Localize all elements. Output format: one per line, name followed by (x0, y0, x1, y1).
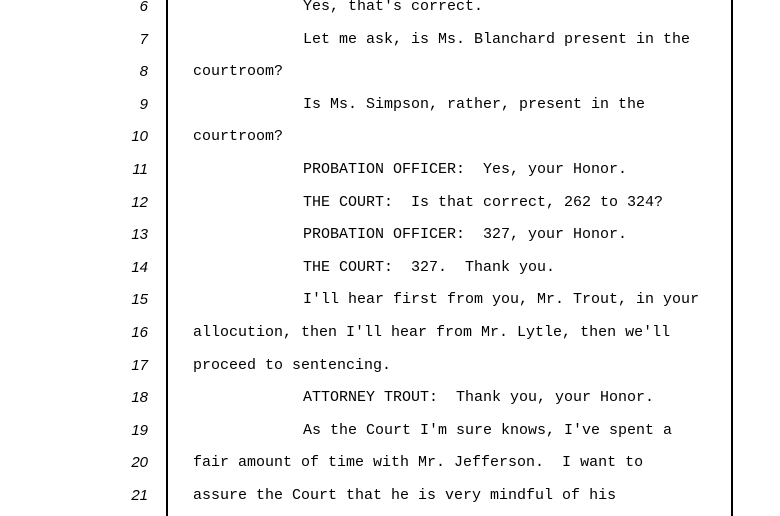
transcript-line: PROBATION OFFICER: Yes, your Honor. (303, 160, 628, 178)
transcript-line: proceed to sentencing. (193, 356, 392, 374)
line-number-column (100, 0, 148, 513)
line-number: 21 (131, 486, 148, 504)
line-number: 10 (131, 128, 148, 146)
transcript-line: Is Ms. Simpson, rather, present in the (303, 95, 646, 113)
line-number: 8 (139, 63, 148, 81)
transcript-line: PROBATION OFFICER: 327, your Honor. (303, 226, 628, 244)
transcript-line: allocution, then I'll hear from Mr. Lytle, then we'll (193, 323, 671, 341)
line-number: 9 (139, 95, 148, 113)
line-number: 18 (131, 389, 148, 407)
transcript-line: ATTORNEY TROUT: Thank you, your Honor. (303, 389, 655, 407)
right-margin-rule (731, 0, 733, 516)
transcript-line: THE COURT: Is that correct, 262 to 324? (303, 193, 664, 211)
transcript-line: fair amount of time with Mr. Jefferson. I want to (193, 454, 644, 472)
line-number: 7 (139, 30, 148, 48)
transcript-line: assure the Court that he is very mindful of his (193, 486, 617, 504)
transcript-line: I'll hear first from you, Mr. Trout, in your (303, 291, 700, 309)
left-margin-rule (166, 0, 168, 516)
line-number: 14 (131, 258, 148, 276)
line-number: 6 (139, 0, 148, 15)
line-number: 20 (131, 454, 148, 472)
line-number: 11 (132, 160, 148, 178)
line-number: 12 (131, 193, 148, 211)
line-number: 15 (131, 291, 148, 309)
line-number: 19 (131, 421, 148, 439)
transcript-line: Yes, that's correct. (303, 0, 484, 15)
line-number: 13 (131, 226, 148, 244)
transcript-line: As the Court I'm sure knows, I've spent a (303, 421, 673, 439)
line-number: 17 (131, 356, 148, 374)
line-number: 16 (131, 323, 148, 341)
transcript-body (193, 0, 723, 513)
transcript-line: Let me ask, is Ms. Blanchard present in the (303, 30, 691, 48)
transcript-line: THE COURT: 327. Thank you. (303, 258, 556, 276)
transcript-line: courtroom? (193, 128, 284, 146)
transcript-line: courtroom? (193, 63, 284, 81)
